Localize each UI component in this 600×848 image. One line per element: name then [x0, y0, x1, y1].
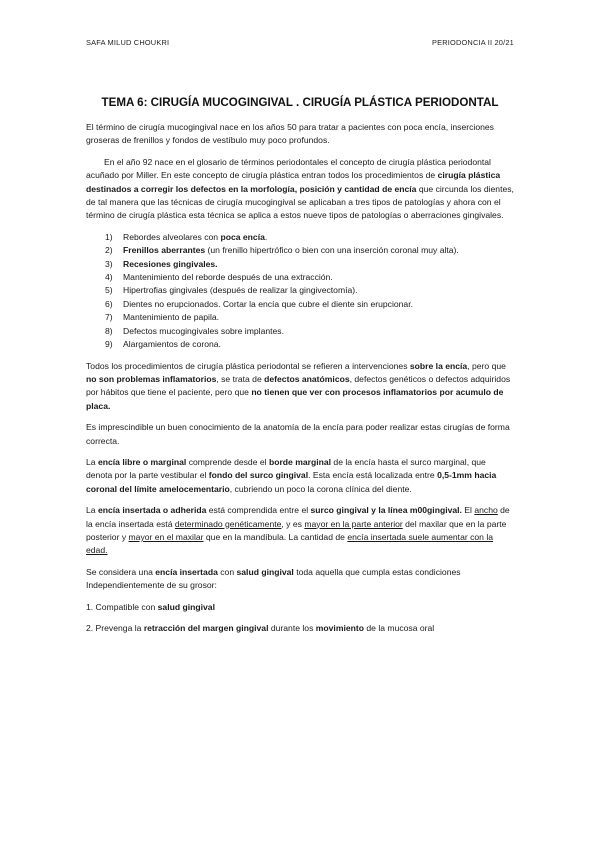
paragraph-conditions: Se considera una encía insertada con salud gingival toda aquella que cumpla estas condiciones Independientemente de su grosor: — [86, 566, 461, 591]
list-item: 8) Defectos mucogingivales sobre implantes. — [105, 325, 284, 336]
list-item: 5) Hipertrofias gingivales (después de realizar la gingivectomía). — [105, 285, 358, 296]
list-item: 1) Rebordes alveolares con poca encía. — [105, 231, 268, 242]
paragraph-concept: En el año 92 nace en el glosario de términos periodontales el concepto de cirugía plástica periodontal acuñado por Miller. En este concepto de cirugía plástica entran todos los procedimientos de cirugía plástica destinados a corregir los defectos en la morfología, posición y cantidad de encía que circunda los dientes, de tal manera que las técnicas de cirugía mucogingival se aplicaban a tres tipos de patologías y ahora con el término de cirugía plástica esta técnica se aplica a estos nueve tipos de patologías o aberraciones gingivales. — [86, 156, 514, 221]
document-body — [86, 121, 514, 643]
paragraph-attached-gingiva: La encía insertada o adherida está comprendida entre el surco gingival y la línea m00gingival. El ancho de la encía insertada está determinado genéticamente, y es mayor en la parte anterior del maxilar que en la parte posterior y mayor en el maxilar que en la mandíbula. La cantidad de encía insertada suele aumentar con la edad. — [86, 505, 510, 556]
list-item: 4) Mantenimiento del reborde después de una extracción. — [105, 272, 333, 283]
paragraph-procedures: Todos los procedimientos de cirugía plástica periodontal se refieren a intervenciones sobre la encía, pero que no son problemas inflamatorios, se trata de defectos anatómicos, defectos genéticos o defectos adquiridos por hábitos que tiene el paciente, pero que no tienen que ver con procesos inflamatorios por acumulo de placa. — [86, 360, 511, 411]
paragraph-anatomy: Es imprescindible un buen conocimiento de la anatomía de la encía para poder realizar estas cirugías de forma correcta. — [86, 422, 510, 446]
header-course: PERIODONCIA II 20/21 — [431, 38, 514, 47]
condition-2: 2. Prevenga la retracción del margen gingival durante los movimiento de la mucosa oral — [86, 623, 435, 633]
condition-1: 1. Compatible con salud gingival — [86, 601, 215, 612]
header-author: SAFA MILUD CHOUKRI — [86, 38, 170, 47]
list-item: 7) Mantenimiento de papila. — [105, 312, 220, 323]
document-title: TEMA 6: CIRUGÍA MUCOGINGIVAL . CIRUGÍA PLÁSTICA PERIODONTAL — [101, 96, 499, 109]
pathology-list — [86, 231, 514, 352]
list-item: 2) Frenillos aberrantes (un frenillo hipertrófico o bien con una inserción coronal muy alta). — [105, 245, 459, 256]
list-item: 3) Recesiones gingivales. — [105, 258, 218, 269]
list-item: 9) Alargamientos de corona. — [105, 339, 221, 350]
list-item: 6) Dientes no erupcionados. Cortar la encía que cubre el diente sin erupcionar. — [105, 298, 413, 309]
paragraph-intro: El término de cirugía mucogingival nace en los años 50 para tratar a pacientes con poca encía, inserciones groseras de frenillos y fondos de vestíbulo muy poco profundos. — [86, 122, 494, 146]
paragraph-free-gingiva: La encía libre o marginal comprende desde el borde marginal de la encía hasta el surco marginal, que denota por la parte vestibular el fondo del surco gingival. Esta encía está localizada entre 0,5-1mm hacia coronal del límite amelocementario, cubriendo un poco la corona clínica del diente. — [86, 456, 497, 494]
